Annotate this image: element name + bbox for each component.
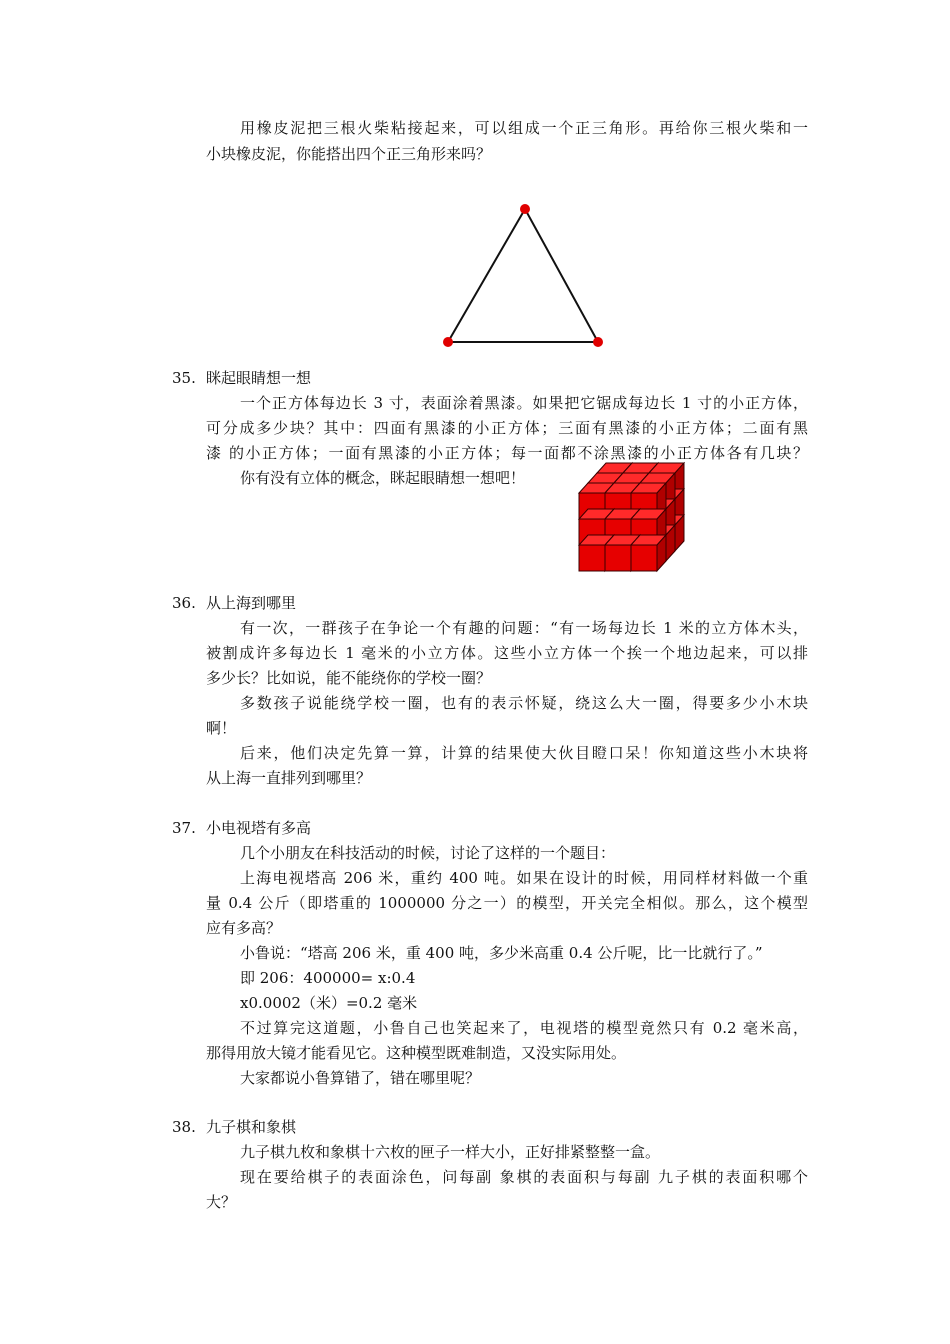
section-38-line-3: 大？ (206, 1193, 237, 1211)
section-35-number: 35. (172, 369, 196, 387)
section-37-title: 小电视塔有多高 (206, 819, 312, 837)
section-37-line-10: 大家都说小鲁算错了，错在哪里呢？ (240, 1069, 481, 1087)
small-cube-front (579, 545, 605, 571)
section-38-number: 38. (172, 1118, 196, 1136)
section-37-line-2: 上海电视塔高 206 米，重约 400 吨。如果在设计的时候，用同样材料做一个重 (240, 869, 808, 887)
section-36-line-7: 从上海一直排列到哪里？ (206, 769, 372, 787)
section-35-line-2: 可分成多少块？其中：四面有黑漆的小正方体；三面有黑漆的小正方体；二面有黑 (206, 419, 808, 437)
section-37-line-3: 量 0.4 公斤（即塔重的 1000000 分之一）的模型，开关完全相似。那么，这个模型 (206, 894, 808, 912)
section-38-line-1: 九子棋九枚和象棋十六枚的匣子一样大小，正好排紧整整一盒。 (240, 1143, 661, 1161)
intro-line-1: 用橡皮泥把三根火柴粘接起来，可以组成一个正三角形。再给你三根火柴和一 (240, 119, 808, 137)
section-37-line-4: 应有多高？ (206, 919, 282, 937)
section-35-line-1: 一个正方体每边长 3 寸，表面涂着黑漆。如果把它锯成每边长 1 寸的小正方体， (240, 394, 808, 412)
section-36-line-1: 有一次，一群孩子在争论一个有趣的问题：“有一场每边长 1 米的立方体木头， (240, 619, 808, 637)
section-37-line-5: 小鲁说：“塔高 206 米，重 400 吨，多少米高重 0.4 公斤呢，比一比就行了。” (240, 944, 763, 962)
section-36-line-4: 多数孩子说能绕学校一圈，也有的表示怀疑，绕这么大一圈，得要多少小木块 (240, 694, 808, 712)
section-36-line-3: 多少长？比如说，能不能绕你的学校一圈？ (206, 669, 492, 687)
section-37-line-8: 不过算完这道题，小鲁自己也笑起来了，电视塔的模型竟然只有 0.2 毫米高， (240, 1019, 808, 1037)
section-36-line-6: 后来，他们决定先算一算，计算的结果使大伙目瞪口呆！你知道这些小木块将 (240, 744, 808, 762)
cube-figure (576, 460, 686, 578)
section-36-title: 从上海到哪里 (206, 594, 297, 612)
section-37-line-1: 几个小朋友在科技活动的时候，讨论了这样的一个题目： (240, 844, 616, 862)
section-38-title: 九子棋和象棋 (206, 1118, 297, 1136)
section-35-line-4: 你有没有立体的概念，眯起眼睛想一想吧！ (240, 469, 526, 487)
triangle-figure (436, 200, 611, 352)
intro-line-2: 小块橡皮泥，你能搭出四个正三角形来吗？ (206, 145, 492, 163)
small-cube-front (631, 545, 657, 571)
triangle-vertex-right (593, 337, 603, 347)
section-35-line-3: 漆 的小正方体；一面有黑漆的小正方体；每一面都不涂黑漆的小正方体各有几块？ (206, 444, 808, 462)
small-cube-front (605, 545, 631, 571)
triangle-vertex-left (443, 337, 453, 347)
section-38-line-2: 现在要给棋子的表面涂色，问每副 象棋的表面积与每副 九子棋的表面积哪个 (240, 1168, 808, 1186)
section-37-line-6: 即 206：400000= x:0.4 (240, 969, 416, 987)
section-37-line-7: x0.0002（米）=0.2 毫米 (240, 994, 418, 1012)
section-36-line-2: 被割成许多每边长 1 毫米的小立方体。这些小立方体一个挨一个地边起来，可以排 (206, 644, 808, 662)
section-36-number: 36. (172, 594, 196, 612)
section-37-number: 37. (172, 819, 196, 837)
triangle-vertex-top (520, 204, 530, 214)
section-37-line-9: 那得用放大镜才能看见它。这种模型既难制造，又没实际用处。 (206, 1044, 627, 1062)
triangle-shape (448, 209, 598, 342)
section-35-title: 眯起眼睛想一想 (206, 369, 312, 387)
section-36-line-5: 啊！ (206, 719, 237, 737)
